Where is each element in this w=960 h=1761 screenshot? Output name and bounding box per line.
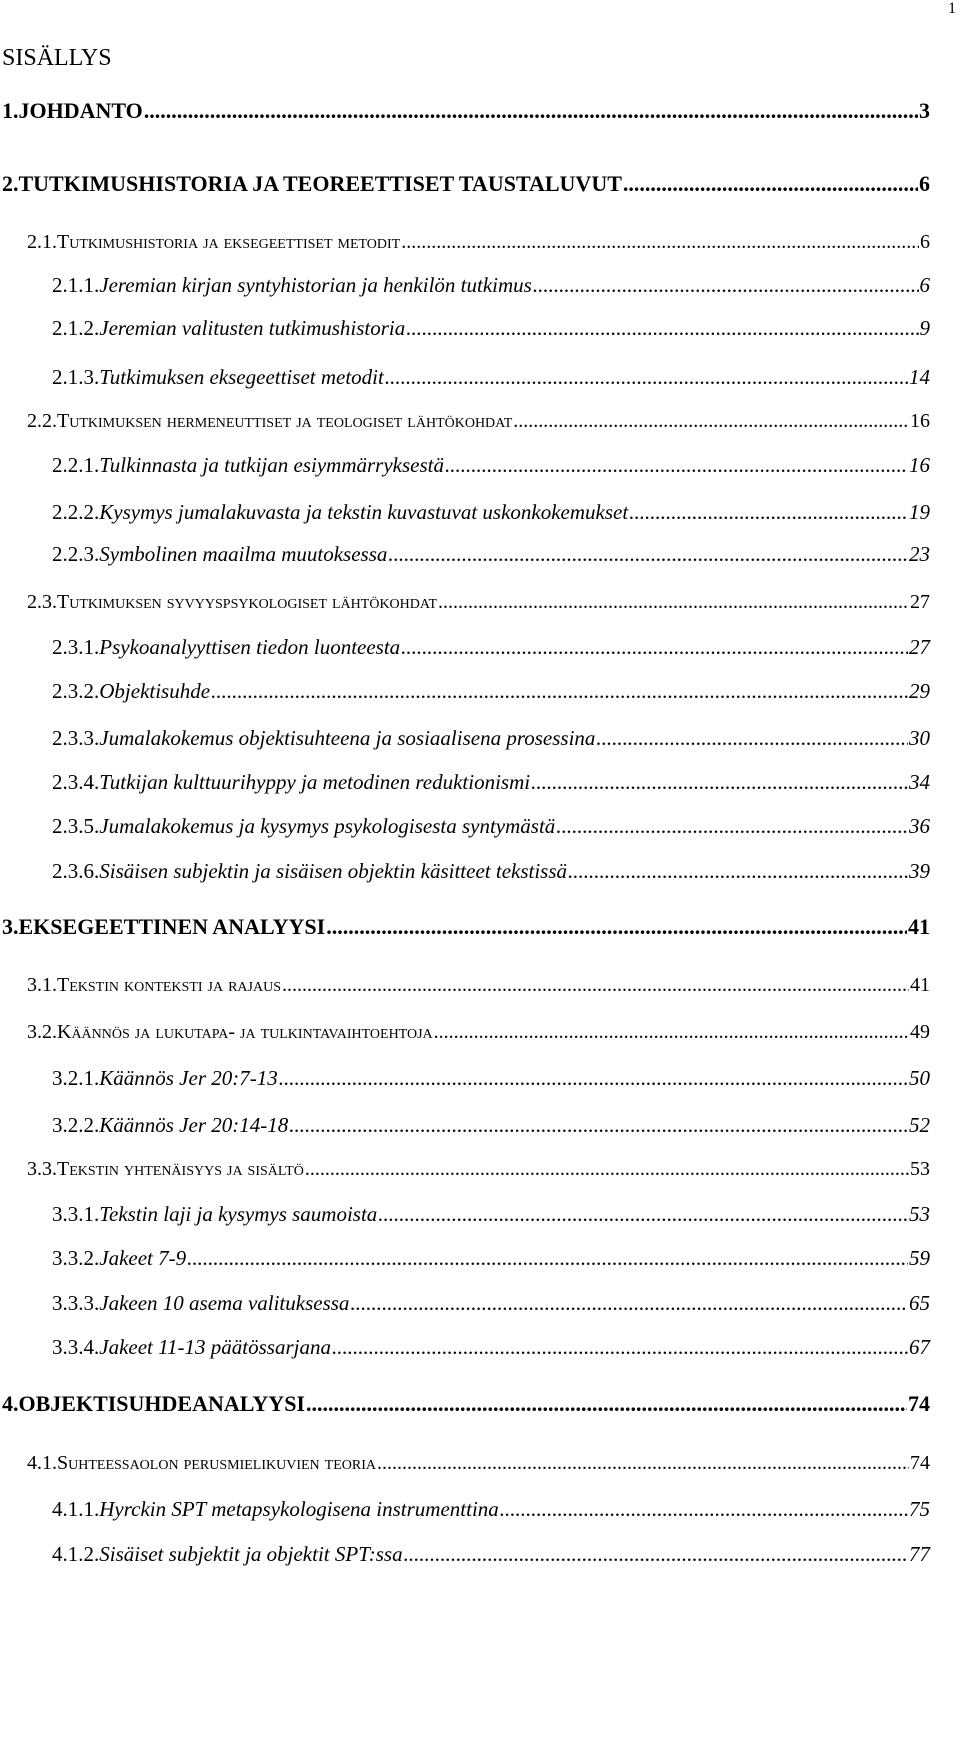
toc-entry[interactable] [52,856,930,886]
toc-entry-title: TUTKIMUSHISTORIA JA TEOREETTISET TAUSTALUVUT [18,171,622,196]
toc-entry-number: 2.1.1. [52,273,100,297]
toc-entry[interactable] [2,912,930,942]
toc-entry[interactable] [52,362,930,392]
toc-entry-leader [306,1389,907,1419]
toc-entry-leader [388,539,908,569]
toc-entry[interactable] [27,406,930,436]
toc-entry-page: 6 [919,171,930,196]
toc-entry[interactable] [52,450,930,480]
toc-entry[interactable] [52,1110,930,1140]
toc-entry-leader [531,767,908,797]
toc-entry-number: 3.3.1. [52,1202,100,1226]
toc-entry-title: Suhteessaolon perusmielikuvien teoria [57,1452,376,1474]
toc-entry-title: Käännös Jer 20:14-18 [99,1113,289,1137]
toc-entry-title: Tekstin konteksti ja rajaus [57,974,281,996]
toc-entry[interactable] [52,497,930,527]
toc-entry-number: 4.1. [27,1452,57,1474]
toc-entry[interactable] [52,1288,930,1318]
toc-entry[interactable] [52,1063,930,1093]
toc-entry-title: Hyrckin SPT metapsykologisena instrumenttina [99,1497,499,1521]
toc-entry-leader [434,1017,909,1047]
toc-entry[interactable] [52,767,930,797]
toc-entry-page: 29 [909,679,930,703]
toc-entry-leader [629,497,908,527]
toc-entry-page: 41 [908,914,930,939]
toc-entry-page: 74 [910,1452,930,1474]
toc-entry-title: Jakeet 11-13 päätössarjana [99,1335,331,1359]
toc-entry-title: Tutkimuksen eksegeettiset metodit [99,365,384,389]
toc-entry-number: 2.2.1. [52,453,100,477]
toc-entry[interactable] [27,1154,930,1184]
toc-entry-title: Kysymys jumalakuvasta ja tekstin kuvastuvat uskonkokemukset [99,500,629,524]
toc-entry-title: Objektisuhde [99,679,211,703]
toc-entry-leader [385,362,908,392]
toc-entry-page: 6 [920,231,930,253]
toc-entry-page: 34 [909,770,930,794]
toc-entry-number: 3.1. [27,974,57,996]
toc-entry-page: 65 [909,1291,930,1315]
toc-entry-leader [378,1199,908,1229]
toc-entry-page: 67 [909,1335,930,1359]
toc-entry-title: Sisäisen subjektin ja sisäisen objektin käsitteet tekstissä [99,859,568,883]
toc-entry-number: 3.3. [27,1158,57,1180]
toc-entry-page: 6 [919,273,930,297]
toc-entry-page: 50 [909,1066,930,1090]
toc-entry-number: 2.3.4. [52,770,100,794]
toc-entry-number: 2.3.2. [52,679,100,703]
toc-entry-title: Tutkimuksen hermeneuttiset ja teologiset lähtökohdat [57,410,513,432]
toc-entry-number: 2.1. [27,231,57,253]
toc-entry-page: 75 [909,1497,930,1521]
toc-entry-page: 59 [909,1246,930,1270]
toc-entry-number: 3.3.3. [52,1291,100,1315]
toc-entry-title: Jakeen 10 asema valituksessa [99,1291,350,1315]
toc-entry-leader [500,1494,908,1524]
toc-entry-title: Symbolinen maailma muutoksessa [99,542,388,566]
toc-entry[interactable] [27,227,930,257]
toc-entry-leader [350,1288,908,1318]
toc-entry-title: Jumalakokemus ja kysymys psykologisesta syntymästä [99,814,556,838]
toc-entry-page: 53 [909,1202,930,1226]
toc-entry-leader [211,676,908,706]
toc-entry-title: EKSEGEETTINEN ANALYYSI [18,914,326,939]
toc-entry-title: Jakeet 7-9 [99,1246,187,1270]
toc-entry-title: Psykoanalyyttisen tiedon luonteesta [99,635,401,659]
toc-entry[interactable] [27,587,930,617]
toc-entry-number: 2. [2,171,19,196]
toc-entry-number: 4.1.1. [52,1497,100,1521]
toc-entry-leader [533,270,919,300]
toc-entry-leader [279,1063,908,1093]
toc-entry[interactable] [52,313,930,343]
toc-entry-title: Käännös Jer 20:7-13 [99,1066,278,1090]
toc-entry-number: 2.1.2. [52,316,100,340]
toc-entry[interactable] [27,1448,930,1478]
toc-entry-leader [144,96,918,126]
toc-entry-number: 3.2. [27,1021,57,1043]
page-number: 1 [948,0,956,17]
toc-entry-number: 2.3.5. [52,814,100,838]
toc-entry[interactable] [27,1017,930,1047]
toc-entry-page: 27 [909,635,930,659]
toc-entry[interactable] [52,676,930,706]
toc-entry-leader [401,632,908,662]
toc-entry[interactable] [52,1332,930,1362]
toc-entry-page: 41 [910,974,930,996]
toc-entry-title: Tulkinnasta ja tutkijan esiymmärryksestä [99,453,444,477]
toc-entry-leader [282,970,909,1000]
toc-entry-page: 36 [909,814,930,838]
toc-entry-title: Tutkijan kulttuurihyppy ja metodinen reduktionismi [99,770,531,794]
toc-entry[interactable] [52,270,930,300]
toc-entry-number: 2.3.6. [52,859,100,883]
toc-entry-page: 14 [909,365,930,389]
toc-entry-leader [326,912,907,942]
toc-entry[interactable] [27,970,930,1000]
toc-entry-leader [289,1110,908,1140]
toc-entry[interactable] [52,539,930,569]
toc-entry-number: 1. [2,98,19,123]
toc-entry-page: 53 [910,1158,930,1180]
toc-entry-title: Tekstin laji ja kysymys saumoista [99,1202,378,1226]
toc-entry[interactable] [52,811,930,841]
toc-entry[interactable] [2,1389,930,1419]
toc-entry-title: Tutkimuksen syvyyspsykologiset lähtökohdat [57,591,437,613]
toc-entry-page: 30 [909,726,930,750]
toc-entry-page: 3 [919,98,930,123]
toc-entry[interactable] [52,632,930,662]
toc-entry-leader [568,856,908,886]
toc-entry-number: 2.1.3. [52,365,100,389]
toc-entry-leader [438,587,909,617]
toc-entry-number: 3.2.2. [52,1113,100,1137]
toc-entry-leader [513,406,909,436]
toc-entry-page: 16 [910,410,930,432]
toc-entry-page: 16 [909,453,930,477]
toc-entry[interactable] [52,723,930,753]
toc-entry-title: Tekstin yhtenäisyys ja sisältö [57,1158,304,1180]
toc-entry[interactable] [52,1243,930,1273]
toc-entry-page: 77 [909,1542,930,1566]
toc-entry[interactable] [52,1539,930,1569]
toc-entry-title: Sisäiset subjektit ja objektit SPT:ssa [99,1542,403,1566]
toc-entry-number: 2.3.1. [52,635,100,659]
toc-entry-title: Tutkimushistoria ja eksegeettiset metodit [57,231,401,253]
toc-entry-title: Jeremian kirjan syntyhistorian ja henkilön tutkimus [99,273,532,297]
toc-entry-leader [596,723,908,753]
toc-entry[interactable] [52,1494,930,1524]
toc-entry-leader [377,1448,909,1478]
toc-title: SISÄLLYS [2,45,112,71]
toc-entry-page: 52 [909,1113,930,1137]
toc-entry-title: JOHDANTO [18,98,143,123]
toc-entry-page: 49 [910,1021,930,1043]
toc-entry-number: 3. [2,914,19,939]
toc-entry-number: 4. [2,1391,19,1416]
toc-entry-number: 4.1.2. [52,1542,100,1566]
toc-entry-number: 2.2.2. [52,500,100,524]
toc-entry[interactable] [2,169,930,199]
toc-entry-leader [406,313,918,343]
toc-entry-title: Käännös ja lukutapa- ja tulkintavaihtoehtoja [57,1021,433,1043]
toc-entry-leader [404,1539,908,1569]
toc-entry-leader [556,811,908,841]
toc-entry-page: 9 [919,316,930,340]
toc-entry-number: 2.3. [27,591,57,613]
toc-entry-title: OBJEKTISUHDEANALYYSI [18,1391,305,1416]
toc-entry-number: 3.3.2. [52,1246,100,1270]
toc-entry-leader [445,450,908,480]
toc-entry-number: 3.3.4. [52,1335,100,1359]
toc-entry[interactable] [2,96,930,126]
toc-entry-leader [332,1332,908,1362]
toc-entry[interactable] [52,1199,930,1229]
toc-entry-leader [305,1154,909,1184]
toc-entry-page: 39 [909,859,930,883]
toc-entry-page: 19 [909,500,930,524]
toc-entry-number: 3.2.1. [52,1066,100,1090]
toc-entry-title: Jeremian valitusten tutkimushistoria [99,316,406,340]
toc-entry-number: 2.3.3. [52,726,100,750]
toc-entry-page: 23 [909,542,930,566]
toc-entry-number: 2.2.3. [52,542,100,566]
toc-entry-leader [187,1243,908,1273]
toc-entry-leader [623,169,918,199]
toc-entry-number: 2.2. [27,410,57,432]
toc-entry-title: Jumalakokemus objektisuhteena ja sosiaalisena prosessina [99,726,596,750]
toc-entry-leader [401,227,919,257]
toc-entry-page: 74 [908,1391,930,1416]
toc-entry-page: 27 [910,591,930,613]
